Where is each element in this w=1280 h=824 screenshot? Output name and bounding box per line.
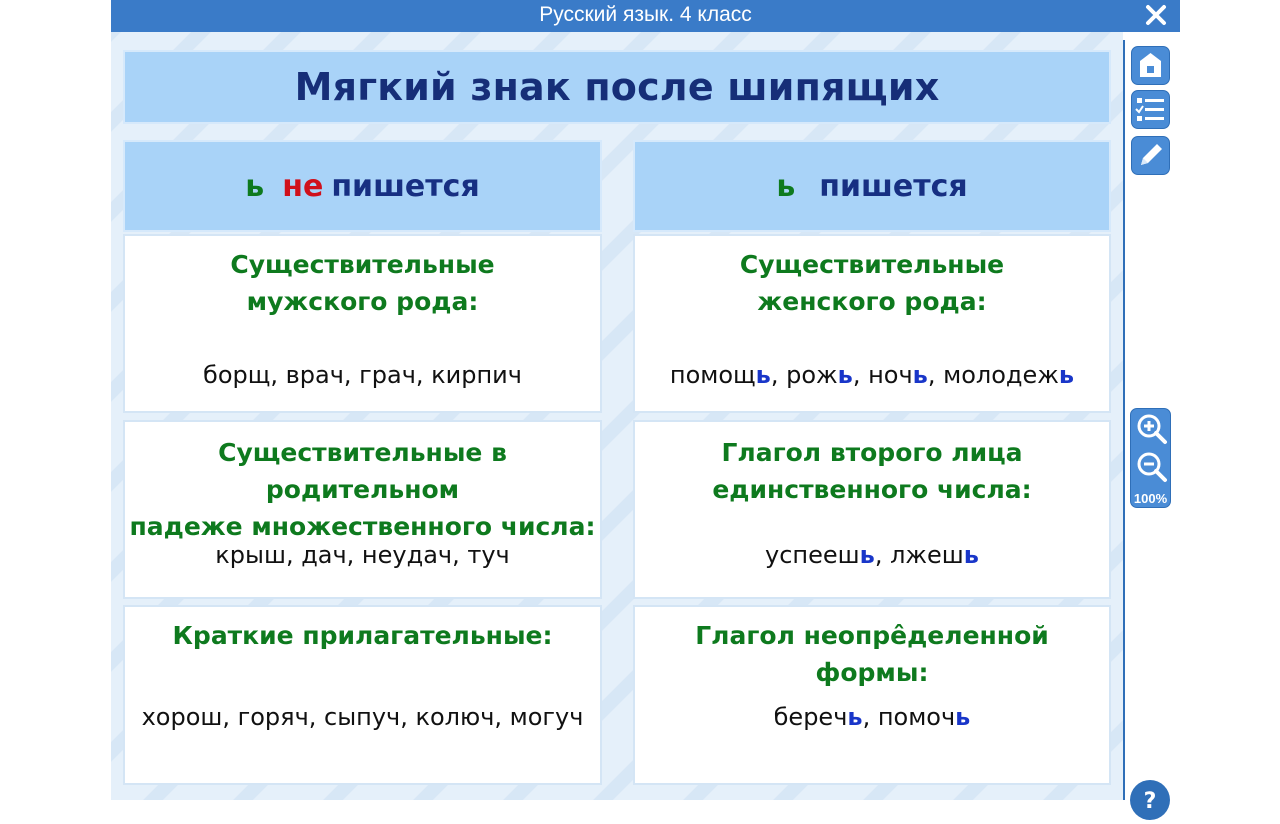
rule-title xyxy=(125,617,600,654)
checklist-icon xyxy=(1132,91,1169,128)
soft-sign-highlight: ь xyxy=(912,361,928,389)
soft-sign-highlight: ь xyxy=(955,703,971,731)
column-header-not-written xyxy=(123,140,602,232)
rule-title-line: падеже множественного числа: xyxy=(129,512,596,541)
rule-title-line: Краткие прилагательные: xyxy=(172,621,553,650)
example-text: береч xyxy=(773,703,848,731)
rule-examples: хорош, горяч, сыпуч, колюч, могуч xyxy=(141,703,584,731)
rule-cell-left xyxy=(123,234,602,413)
zoom-out-icon xyxy=(1134,449,1168,485)
soft-sign-symbol: ь xyxy=(245,168,265,204)
close-button[interactable] xyxy=(1142,0,1170,32)
soft-sign-highlight: ь xyxy=(755,361,771,389)
home-icon xyxy=(1132,47,1169,84)
window-title: Русский язык. 4 класс xyxy=(539,3,752,26)
rule-title-line: женского рода: xyxy=(757,287,987,316)
rule-examples xyxy=(635,703,1109,731)
example-text: , ноч xyxy=(852,361,913,389)
rule-title xyxy=(125,246,600,320)
pencil-icon xyxy=(1132,137,1169,174)
example-text: успееш xyxy=(765,541,860,569)
rule-title-line: Существительные xyxy=(739,250,1005,279)
close-icon xyxy=(1142,0,1170,32)
example-text: помощ xyxy=(669,361,756,389)
soft-sign-highlight: ь xyxy=(847,703,863,731)
soft-sign-highlight: ь xyxy=(859,541,875,569)
example-text: , помоч xyxy=(862,703,956,731)
soft-sign-symbol: ь xyxy=(776,168,796,204)
zoom-in-icon xyxy=(1134,411,1168,447)
soft-sign-highlight: ь xyxy=(837,361,853,389)
rule-cell-right xyxy=(633,605,1111,785)
rule-title-line: Существительные в родительном xyxy=(218,438,507,504)
slide-heading-box xyxy=(123,50,1111,124)
rule-examples: борщ, врач, грач, кирпич xyxy=(203,361,522,389)
rule-title-line: Глагол неопрêделенной формы: xyxy=(695,621,1049,687)
rule-cell-left xyxy=(123,605,602,785)
home-button[interactable] xyxy=(1131,46,1170,85)
checklist-button[interactable] xyxy=(1131,90,1170,129)
slide-heading: Мягкий знак после шипящих xyxy=(294,65,940,109)
rule-cell-right xyxy=(633,234,1111,413)
window-titlebar xyxy=(111,0,1180,32)
help-button[interactable]: ? xyxy=(1130,780,1170,820)
rule-examples: крыш, дач, неудач, туч xyxy=(215,541,510,569)
rule-cell-right xyxy=(633,420,1111,599)
rule-title xyxy=(635,617,1109,691)
pencil-button[interactable] xyxy=(1131,136,1170,175)
rule-title xyxy=(125,434,600,545)
zoom-panel xyxy=(1130,408,1171,508)
column-header-written xyxy=(633,140,1111,232)
zoom-in-button[interactable] xyxy=(1134,411,1168,447)
rule-examples xyxy=(635,541,1109,569)
rule-cell-left xyxy=(123,420,602,599)
example-text: , молодеж xyxy=(927,361,1059,389)
rule-title-line: Глагол второго лица xyxy=(721,438,1023,467)
example-text: , рож xyxy=(770,361,838,389)
rule-title-line: мужского рода: xyxy=(246,287,479,316)
soft-sign-highlight: ь xyxy=(1058,361,1075,389)
negation-word: не xyxy=(282,168,324,204)
rule-examples xyxy=(635,361,1109,389)
rule-title xyxy=(635,434,1109,508)
column-header-word: пишется xyxy=(819,168,968,204)
zoom-level: 100% xyxy=(1133,491,1168,506)
rule-title xyxy=(635,246,1109,320)
rule-title-line: Существительные xyxy=(230,250,495,279)
rule-title-line: единственного числа: xyxy=(712,475,1032,504)
example-text: , лжеш xyxy=(874,541,964,569)
toolbar-divider xyxy=(1123,40,1125,800)
zoom-out-button[interactable] xyxy=(1134,449,1168,485)
column-header-word: пишется xyxy=(331,168,480,204)
soft-sign-highlight: ь xyxy=(963,541,979,569)
